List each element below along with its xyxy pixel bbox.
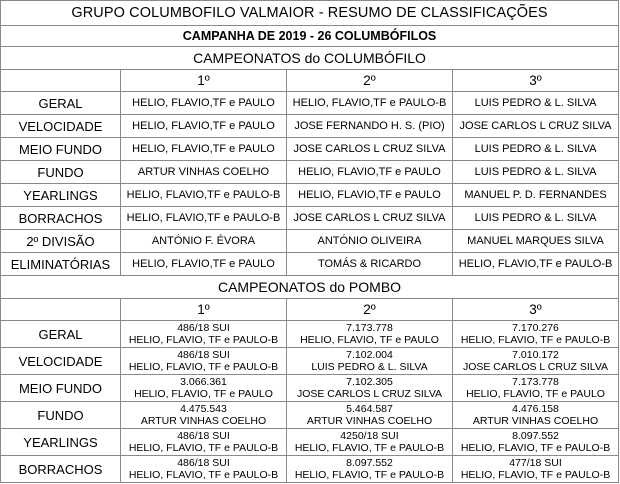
placement-cell: MANUEL P. D. FERNANDES	[453, 184, 619, 207]
ring-number: 486/18 SUI	[177, 457, 230, 469]
placement-cell: HELIO, FLAVIO,TF e PAULO	[121, 138, 287, 161]
owner-name: HELIO, FLAVIO, TF e PAULO	[134, 388, 273, 400]
pigeon-cell	[453, 321, 619, 348]
ring-number: 486/18 SUI	[177, 430, 230, 442]
owner-name: ARTUR VINHAS COELHO	[472, 415, 599, 427]
owner-name: HELIO, FLAVIO, TF e PAULO-B	[128, 442, 279, 454]
category-label: FUNDO	[1, 161, 121, 184]
ring-number: 477/18 SUI	[509, 457, 562, 469]
category-label: BORRACHOS	[1, 456, 121, 483]
columbofilo-rows	[1, 92, 619, 276]
pigeon-cell	[121, 456, 287, 483]
category-label: VELOCIDADE	[1, 348, 121, 375]
pigeon-cell	[453, 456, 619, 483]
corner-cell	[1, 299, 121, 321]
placement-cell: LUIS PEDRO & L. SILVA	[453, 92, 619, 115]
owner-name: HELIO, FLAVIO, TF e PAULO-B	[128, 361, 279, 373]
ring-number: 5.464.587	[346, 403, 393, 415]
placement-cell: JOSE CARLOS L CRUZ SILVA	[287, 138, 453, 161]
owner-name: JOSE CARLOS L CRUZ SILVA	[462, 361, 609, 373]
owner-name: ARTUR VINHAS COELHO	[140, 415, 267, 427]
pigeon-cell	[121, 429, 287, 456]
pigeon-cell	[287, 402, 453, 429]
category-label: BORRACHOS	[1, 207, 121, 230]
placement-cell: HELIO, FLAVIO,TF e PAULO-B	[287, 92, 453, 115]
category-label: GERAL	[1, 321, 121, 348]
table-row	[1, 456, 619, 483]
pigeon-cell	[453, 429, 619, 456]
column-header-2nd: 2º	[287, 70, 453, 92]
pigeon-cell	[121, 375, 287, 402]
owner-name: HELIO, FLAVIO, TF e PAULO	[300, 334, 439, 346]
category-label: VELOCIDADE	[1, 115, 121, 138]
ring-number: 486/18 SUI	[177, 322, 230, 334]
ring-number: 7.173.778	[346, 322, 393, 334]
ring-number: 7.010.172	[512, 349, 559, 361]
table-row	[1, 375, 619, 402]
pigeon-cell	[287, 348, 453, 375]
placement-cell: LUIS PEDRO & L. SILVA	[453, 138, 619, 161]
category-label: 2º DIVISÃO	[1, 230, 121, 253]
ring-number: 7.170.276	[512, 322, 559, 334]
pigeon-cell	[453, 402, 619, 429]
category-label: FUNDO	[1, 402, 121, 429]
placement-cell: ANTÓNIO OLIVEIRA	[287, 230, 453, 253]
placement-cell: HELIO, FLAVIO,TF e PAULO	[287, 184, 453, 207]
ring-number: 8.097.552	[512, 430, 559, 442]
owner-name: HELIO, FLAVIO, TF e PAULO-B	[294, 442, 445, 454]
table-row	[1, 184, 619, 207]
pigeon-cell	[121, 321, 287, 348]
pigeon-cell	[121, 348, 287, 375]
placement-cell: JOSE CARLOS L CRUZ SILVA	[453, 115, 619, 138]
pigeon-cell	[121, 402, 287, 429]
placement-cell: HELIO, FLAVIO,TF e PAULO-B	[121, 207, 287, 230]
ring-number: 4250/18 SUI	[340, 430, 399, 442]
owner-name: HELIO, FLAVIO, TF e PAULO-B	[128, 469, 279, 481]
pombo-rows	[1, 321, 619, 483]
table-row	[1, 348, 619, 375]
ring-number: 486/18 SUI	[177, 349, 230, 361]
ring-number: 7.102.305	[346, 376, 393, 388]
placement-cell: ANTÓNIO F. ÉVORA	[121, 230, 287, 253]
column-header-3rd: 3º	[453, 299, 619, 321]
pigeon-cell	[287, 321, 453, 348]
category-label: GERAL	[1, 92, 121, 115]
category-label: MEIO FUNDO	[1, 375, 121, 402]
placement-cell: JOSE FERNANDO H. S. (PIO)	[287, 115, 453, 138]
page-title: GRUPO COLUMBOFILO VALMAIOR - RESUMO DE CLASSIFICAÇÕES	[1, 1, 619, 26]
placement-cell: JOSE CARLOS L CRUZ SILVA	[287, 207, 453, 230]
placement-cell: HELIO, FLAVIO,TF e PAULO	[121, 115, 287, 138]
category-label: ELIMINATÓRIAS	[1, 253, 121, 276]
category-label: YEARLINGS	[1, 184, 121, 207]
corner-cell	[1, 70, 121, 92]
table-row	[1, 402, 619, 429]
table-row	[1, 138, 619, 161]
campaign-subtitle: CAMPANHA DE 2019 - 26 COLUMBÓFILOS	[1, 26, 619, 47]
column-header-3rd: 3º	[453, 70, 619, 92]
pigeon-cell	[287, 375, 453, 402]
table-row	[1, 253, 619, 276]
table-row	[1, 321, 619, 348]
table-row	[1, 161, 619, 184]
category-label: MEIO FUNDO	[1, 138, 121, 161]
placement-cell: HELIO, FLAVIO,TF e PAULO	[121, 92, 287, 115]
placement-cell: MANUEL MARQUES SILVA	[453, 230, 619, 253]
table-row	[1, 207, 619, 230]
placement-cell: ARTUR VINHAS COELHO	[121, 161, 287, 184]
section-title-columbofilo: CAMPEONATOS do COLUMBÓFILO	[1, 47, 619, 70]
pigeon-cell	[453, 348, 619, 375]
ring-number: 4.476.158	[512, 403, 559, 415]
owner-name: JOSE CARLOS L CRUZ SILVA	[296, 388, 443, 400]
table-row	[1, 92, 619, 115]
column-header-1st: 1º	[121, 70, 287, 92]
section-title-pombo: CAMPEONATOS do POMBO	[1, 276, 619, 299]
placement-cell: LUIS PEDRO & L. SILVA	[453, 207, 619, 230]
owner-name: ARTUR VINHAS COELHO	[306, 415, 433, 427]
table-row	[1, 115, 619, 138]
ring-number: 7.102.004	[346, 349, 393, 361]
column-header-2nd: 2º	[287, 299, 453, 321]
pigeon-cell	[453, 375, 619, 402]
ring-number: 8.097.552	[346, 457, 393, 469]
category-label: YEARLINGS	[1, 429, 121, 456]
ring-number: 3.066.361	[180, 376, 227, 388]
placement-cell: LUIS PEDRO & L. SILVA	[453, 161, 619, 184]
owner-name: HELIO, FLAVIO, TF e PAULO	[466, 388, 605, 400]
placement-cell: HELIO, FLAVIO,TF e PAULO	[121, 253, 287, 276]
column-header-1st: 1º	[121, 299, 287, 321]
table-row	[1, 429, 619, 456]
pigeon-cell	[287, 456, 453, 483]
ring-number: 7.173.778	[512, 376, 559, 388]
ring-number: 4.475.543	[180, 403, 227, 415]
owner-name: LUIS PEDRO & L. SILVA	[311, 361, 428, 373]
placement-cell: HELIO, FLAVIO,TF e PAULO-B	[121, 184, 287, 207]
pigeon-cell	[287, 429, 453, 456]
owner-name: HELIO, FLAVIO, TF e PAULO-B	[128, 334, 279, 346]
owner-name: HELIO, FLAVIO, TF e PAULO-B	[460, 442, 611, 454]
owner-name: HELIO, FLAVIO, TF e PAULO-B	[294, 469, 445, 481]
table-row	[1, 230, 619, 253]
owner-name: HELIO, FLAVIO, TF e PAULO-B	[460, 469, 611, 481]
placement-cell: HELIO, FLAVIO,TF e PAULO	[287, 161, 453, 184]
owner-name: HELIO, FLAVIO, TF e PAULO-B	[460, 334, 611, 346]
placement-cell: HELIO, FLAVIO,TF e PAULO-B	[453, 253, 619, 276]
placement-cell: TOMÁS & RICARDO	[287, 253, 453, 276]
